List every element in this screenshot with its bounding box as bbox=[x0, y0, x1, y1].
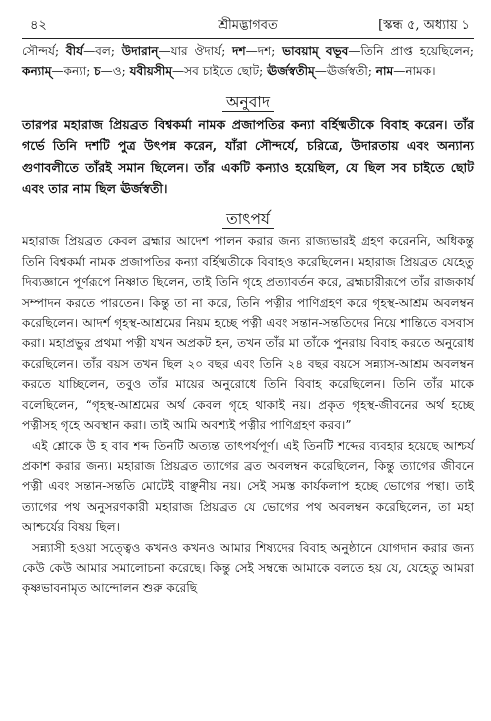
synonym-meaning: —ঊর্জস্বতী; bbox=[314, 64, 376, 79]
synonym-word: কন্যাম্ bbox=[22, 64, 52, 79]
synonym-meaning: —তিনি প্রাপ্ত হয়েছিলেন; bbox=[348, 44, 475, 58]
translation-text: তারপর মহারাজ প্রিয়ব্রত বিশ্বকর্মা নামক প্রজাপতির কন্যা বর্হিষ্মতীকে বিবাহ করেন। তাঁর গর্ভে তিনি দশটি পুত্র উৎপন্ন করেন, যাঁরা সৌন্দর্যে, চরিত্রে, উদারতায় এবং অন্যান্য গুণাবলীতে তাঁরই সমান ছিলেন। তাঁর একটি কন্যাও হয়েছিল, যে ছিল সব চাইতে ছোট এবং তার নাম ছিল ঊর্জস্বতী। bbox=[22, 116, 474, 197]
synonym-word: চ bbox=[94, 64, 101, 79]
synonym-meaning: —ও; bbox=[100, 64, 130, 79]
synonym-meaning: —যার ঔদার্য; bbox=[158, 44, 233, 58]
synonym-meaning: —দশ; bbox=[245, 44, 283, 58]
synonym-meaning: সৌন্দর্য; bbox=[22, 44, 66, 58]
purport-paragraph-3: সন্ন্যাসী হওয়া সত্ত্বেও কখনও কখনও আমার শিষ্যদের বিবাহ অনুষ্ঠানে যোগদান করার জন্য কেউ কেউ আমার সমালোচনা করেছে। কিন্তু সেই সম্বন্ধে আমাকে বলতে হয় যে, যেহেতু আমরা কৃষ্ণভাবনামৃত আন্দোলন শুরু করেছি bbox=[22, 540, 474, 596]
book-title: শ্রীমদ্ভাগবত bbox=[218, 18, 278, 33]
synonym-word: নাম bbox=[375, 64, 394, 79]
header-rule bbox=[22, 38, 474, 39]
purport-paragraph-2: এই শ্লোকে উ হ বাব শব্দ তিনটি অত্যন্ত তাৎপর্যপূর্ণ। এই তিনটি শব্দের ব্যবহার হয়েছে আশ্চর্য প্রকাশ করার জন্য। মহারাজ প্রিয়ব্রত ত্যাগের ব্রত অবলম্বন করেছিলেন, কিন্তু ত্যাগের জীবনে পত্নী এবং সন্তান-সন্ততি মোটেই বাঞ্ছনীয় নয়। সেই সমস্ত কার্যকলাপ হচ্ছে ভোগের পন্থা। তাই ত্যাগের পথ অনুসরণকারী মহারাজ প্রিয়ব্রত যে ভোগের পথ অবলম্বন করেছিলেন, তা মহা আশ্চর্যের বিষয় ছিল। bbox=[22, 438, 474, 535]
translation-heading-text: অনুবাদ bbox=[222, 93, 274, 112]
synonym-word: যবীয়সীম্ bbox=[129, 64, 173, 79]
synonym-word: ঊর্জস্বতীম্ bbox=[267, 64, 315, 79]
synonym-word: বীর্য bbox=[65, 44, 84, 58]
synonym-meaning: —কন্যা; bbox=[51, 64, 95, 79]
synonym-meaning: —সব চাইতে ছোট; bbox=[172, 64, 268, 79]
synonym-meaning: —বল; bbox=[83, 44, 122, 58]
synonym-meaning: —নামক। bbox=[393, 64, 436, 79]
synonyms-paragraph bbox=[22, 41, 474, 82]
synonym-word: উদারান্ bbox=[121, 44, 159, 58]
synonym-word: ভাবয়াম্ বভূব bbox=[282, 44, 349, 58]
purport-paragraph-1: মহারাজ প্রিয়ব্রত কেবল ব্রহ্মার আদেশ পালন করার জন্য রাজ্যভারই গ্রহণ করেননি, অধিকন্তু তিনি বিশ্বকর্মা নামক প্রজাপতির কন্যা বর্হিষ্মতীকে বিবাহও করেছিলেন। মহারাজ প্রিয়ব্রত যেহেতু দিব্যজ্ঞানে পূর্ণরূপে নিষ্ণাত ছিলেন, তাই তিনি গৃহে প্রত্যাবর্তন করে, ব্রহ্মচারীরূপে তাঁর রাজকার্য সম্পাদন করতে পারতেন। কিন্তু তা না করে, তিনি পত্নীর পাণিগ্রহণ করে গৃহস্থ-আশ্রম অবলম্বন করেছিলেন। আদর্শ গৃহস্থ-আশ্রমের নিয়ম হচ্ছে পত্নী এবং সন্তান-সন্ততিদের নিয়ে শান্তিতে বসবাস করা। মহাপ্রভুর প্রথমা পত্নী যখন অপ্রকট হন, তখন তাঁর মা তাঁকে পুনরায় বিবাহ করতে অনুরোধ করেছিলেন। তাঁর বয়স তখন ছিল ২০ বছর এবং তিনি ২৪ বছর বয়সে সন্ন্যাস-আশ্রম অবলম্বন করতে যাচ্ছিলেন, তবুও তাঁর মায়ের অনুরোধে তিনি বিবাহ করেছিলেন। তিনি তাঁর মাকে বলেছিলেন, “গৃহস্থ-আশ্রমের অর্থ কেবল গৃহে থাকাই নয়। প্রকৃত গৃহস্থ-জীবনের অর্থ হচ্ছে পত্নীসহ গৃহে অবস্থান করা। তাই আমি অবশ্যই পত্নীর পাণিগ্রহণ করব।” bbox=[22, 234, 474, 433]
chapter-reference: [স্কন্ধ ৫, অধ্যায় ১ bbox=[378, 18, 470, 33]
book-page bbox=[22, 10, 474, 599]
synonym-word: দশ bbox=[232, 44, 246, 58]
purport-heading-text: তাৎপর্য bbox=[222, 210, 274, 229]
purport-heading bbox=[22, 209, 474, 229]
page-number: ৪২ bbox=[30, 18, 47, 33]
translation-heading bbox=[22, 92, 474, 112]
page-header bbox=[22, 10, 474, 36]
